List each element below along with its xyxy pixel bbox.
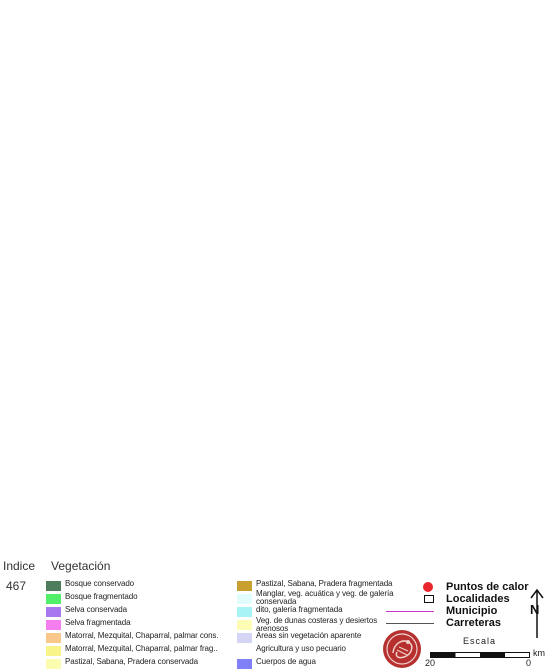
legend-label: Matorral, Mezquital, Chaparral, palmar cons. <box>65 631 219 640</box>
north-label: N <box>530 602 540 617</box>
localities-label: Localidades <box>446 593 510 605</box>
legend-swatch <box>46 581 61 591</box>
roads-label: Carreteras <box>446 617 502 629</box>
legend-label: Pastizal, Sabana, Pradera fragmentada <box>256 579 393 588</box>
legend-swatch <box>46 633 61 643</box>
legend-roads <box>384 617 544 629</box>
legend-label: Cuerpos de agua <box>256 657 316 666</box>
index-value: 467 <box>6 579 27 593</box>
legend-swatch <box>237 581 252 591</box>
scale-right-value: 0 <box>526 658 532 668</box>
legend-label: Matorral, Mezquital, Chaparral, palmar frag.. <box>65 644 218 653</box>
legend-swatch <box>46 659 61 669</box>
legend-label: dito, galería fragmentada <box>256 605 343 614</box>
legend-label: Manglar, veg. acuática y veg. de galería conservada <box>256 589 394 606</box>
legend-swatch <box>46 607 61 617</box>
legend-label: Selva conservada <box>65 605 127 614</box>
scale-title: Escala <box>463 636 497 646</box>
legend-label: Pastizal, Sabana, Pradera conservada <box>65 657 198 666</box>
legend-label: Veg. de dunas costeras y desiertos arenosos <box>256 616 378 633</box>
scale-unit: km <box>533 648 545 658</box>
hotspot-icon <box>423 582 433 592</box>
legend-label: Areas sin vegetación aparente <box>256 631 362 640</box>
legend-swatch <box>237 607 252 617</box>
legend-swatch <box>237 594 252 604</box>
index-header: Indice <box>3 559 36 573</box>
seal-logo <box>381 629 423 669</box>
locality-icon <box>424 595 434 603</box>
legend-swatch <box>46 646 61 656</box>
legend-localities <box>384 593 544 605</box>
municipality-label: Municipio <box>446 605 498 617</box>
legend-label: Selva fragmentada <box>65 618 131 627</box>
legend-label: Bosque fragmentado <box>65 592 138 601</box>
legend-swatch <box>237 620 252 630</box>
legend-municipality <box>384 605 544 617</box>
legend-swatch <box>237 659 252 669</box>
road-line-icon <box>386 623 434 624</box>
municipality-line-icon <box>386 611 434 612</box>
scale-left-value: 20 <box>425 658 436 668</box>
legend-swatch <box>46 594 61 604</box>
vegetation-header: Vegetación <box>51 559 111 573</box>
legend-swatch <box>46 620 61 630</box>
legend-swatch <box>237 646 252 656</box>
legend-label: Agricultura y uso pecuario <box>256 644 346 653</box>
scale-bar <box>430 651 530 659</box>
legend-hotspots <box>384 581 544 593</box>
hotspots-label: Puntos de calor <box>446 581 529 593</box>
legend-swatch <box>237 633 252 643</box>
legend-label: Bosque conservado <box>65 579 135 588</box>
